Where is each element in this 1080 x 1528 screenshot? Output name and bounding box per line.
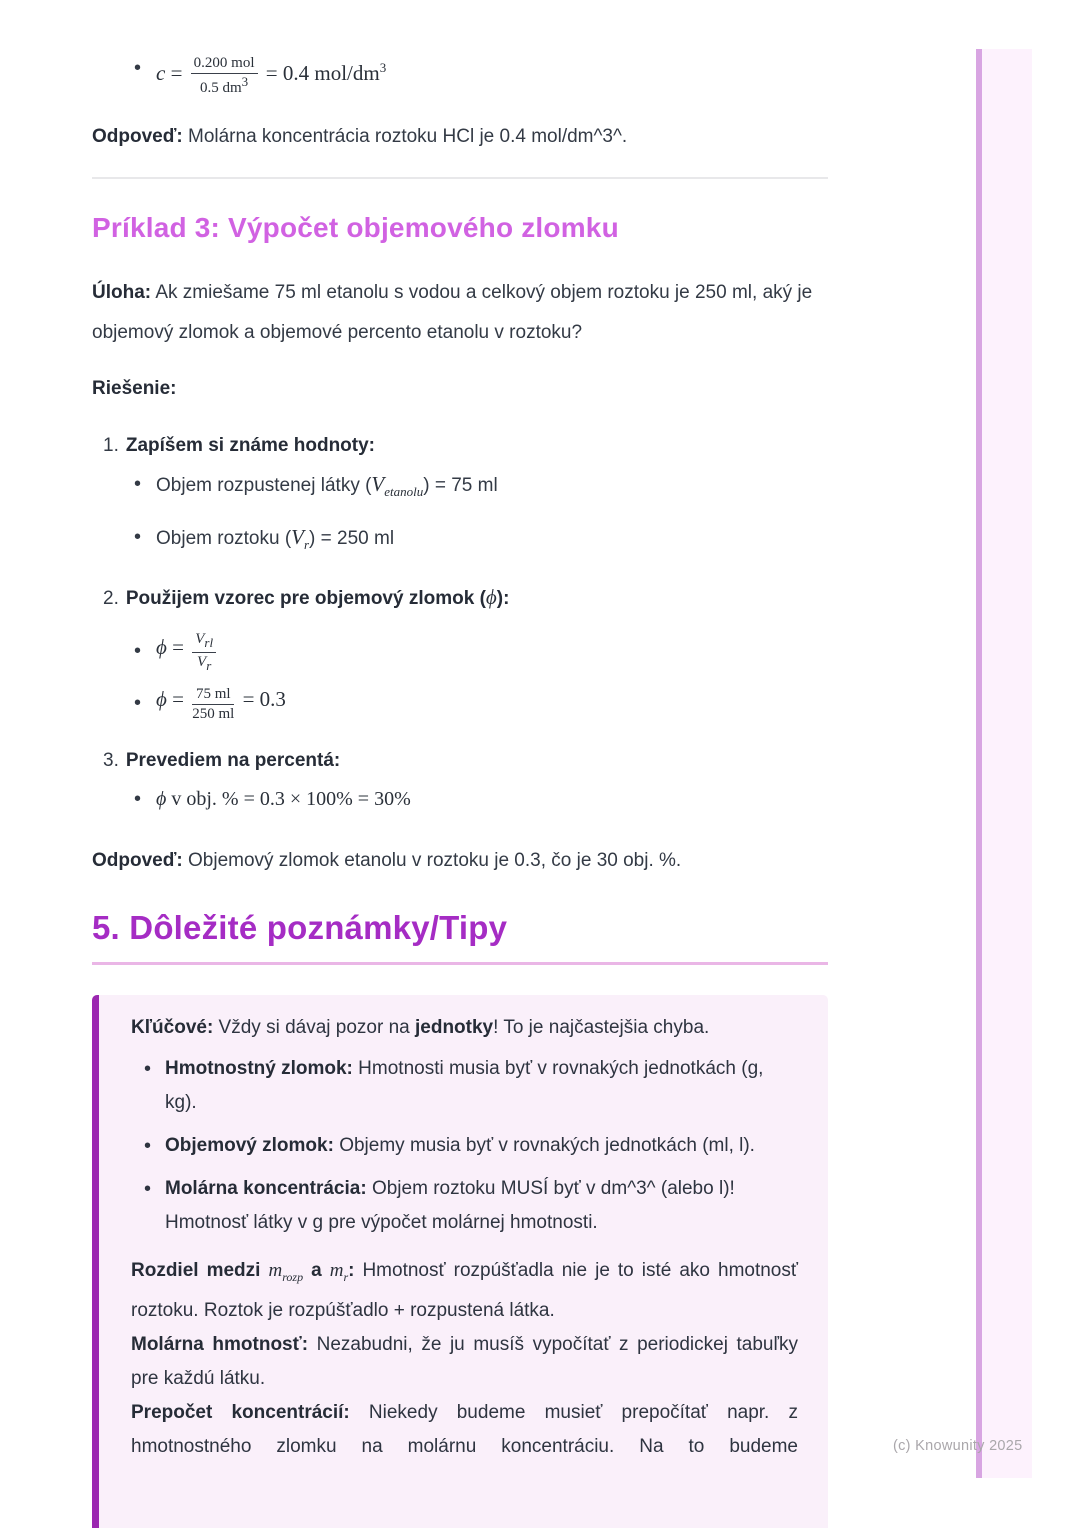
math-equals: = [172,635,184,660]
step-1 [92,431,828,461]
callout-note-molarna: Molárna hmotnosť: Nezabudni, že ju musíš vypočítať z periodickej tabuľky pre každú látku. [131,1334,799,1390]
task-text: Ak zmiešame 75 ml etanolu s vodou a celkový objem roztoku je 250 ml, aký je objemový zlomok a objemové percento etanolu v roztoku? [92,282,813,343]
task-label: Úloha: [92,282,152,303]
formula-list-molar-concentration [92,44,828,99]
math-phi: ϕ [156,635,167,660]
math-v-r: $V_r$ [291,525,310,553]
math-m-r: $m_r$ [329,1260,349,1285]
section5-title: 5. Dôležité poznámky/Tipy [92,907,828,965]
math-equals: = [170,61,183,85]
math-v-etanolu: $V_{etanolu}$ [371,472,424,500]
math-fraction [191,55,258,98]
formula-molar-concentration [92,44,828,99]
callout-bullet-volume-fraction: • Objemový zlomok: Objemy musia byť v rovnakých jednotkách (ml, l). [131,1129,798,1163]
callout-bullet-list [131,1052,798,1240]
fraction-numerator: 0.200 mol [191,55,258,74]
example3-task [92,273,828,353]
math-phi: ϕ [485,585,497,610]
step-3 [92,746,828,776]
math-variable-c: c [156,61,166,85]
answer-label: Odpoveď: [92,850,183,872]
fraction-denominator: 0.5 $dm^3$ [200,74,249,96]
math-phi: ϕ [156,687,167,712]
callout-bullet-mass-fraction: • Hmotnostný zlomok: Hmotnosti musia byť v rovnakých jednotkách (g, kg). [131,1052,798,1120]
callout-note-rozdiel: Rozdiel medzi $m_{rozp}$ a $m_r$: Hmotnosť rozpúšťadla nie je to isté ako hmotnosť roztoku. Roztok je rozpúšťadlo + rozpustená látka. [131,1260,799,1322]
math-fraction: $\frac{V_{rl}}{V_r}$ [192,631,216,674]
step-title: Použijem vzorec pre objemový zlomok (ϕ): [125,585,510,610]
example3-solution-label: Riešenie: [92,378,177,399]
known-values-list [92,469,828,560]
math-result: = 0.3 [242,687,286,712]
answer-label: Odpoveď: [92,126,183,147]
section-divider [92,177,828,179]
known-value-etanol: • Objem rozpustenej látky $(V_{etanolu}) = 75$ ml [92,469,828,507]
callout-bullet-molar-concentration: • Molárna koncentrácia: Objem roztoku MUSÍ byť v dm^3^ (alebo l)! Hmotnosť látky v g pre výpočet molárnej hmotnosti. [131,1172,798,1240]
formula-phi-calculation [92,676,828,724]
tips-callout [92,995,828,1528]
math-equals: = [172,687,184,712]
callout-notes-block [131,1254,798,1464]
example3-title: Príklad 3: Výpočet objemového zlomku [92,212,619,243]
page-edge-stripe-light [982,49,1032,1478]
step-number: 2. [103,588,119,610]
step-number: 3. [103,750,119,772]
copyright-watermark: (c) Knowunity 2025 [893,1438,1023,1454]
formula-percent [92,784,828,815]
callout-key-note: Kľúčové: Vždy si dávaj pozor na jednotky! To je najčastejšia chyba. [131,1017,710,1039]
step-2 [92,582,828,614]
answer-text: Molárna koncentrácia roztoku HCl je 0.4 mol/dm^3^. [182,126,628,147]
step-number: 1. [103,435,119,456]
known-value-solution: • Objem roztoku $(V_r) = 250$ ml [92,522,828,560]
math-result: = 0.4 mol/$dm^3$ [265,60,387,85]
answer-example3 [92,841,828,881]
math-expression [156,54,387,96]
step-title: Prevediem na percentá: [125,750,341,772]
document-content [92,0,828,1528]
answer-text: Objemový zlomok etanolu v roztoku je 0.3, čo je 30 obj. %. [182,850,682,872]
percent-formula-list [92,784,828,815]
math-rest: v obj. % = 0.3 × 100% = 30% [166,788,411,811]
callout-note-prepocet: Prepočet koncentrácií: Niekedy budeme musieť prepočítať napr. z hmotnostného zlomku na molárnu koncentráciu. Na to budeme [131,1402,799,1458]
math-m-rozp: $m_{rozp}$ [268,1260,304,1285]
answer-example2 [92,117,828,157]
math-phi: ϕ [156,788,167,811]
math-fraction: $\frac{75 ml}{250 ml}$ [192,686,235,723]
formula-phi-definition [92,624,828,674]
step-title: Zapíšem si známe hodnoty: [125,435,376,456]
phi-formula-list [92,624,828,724]
